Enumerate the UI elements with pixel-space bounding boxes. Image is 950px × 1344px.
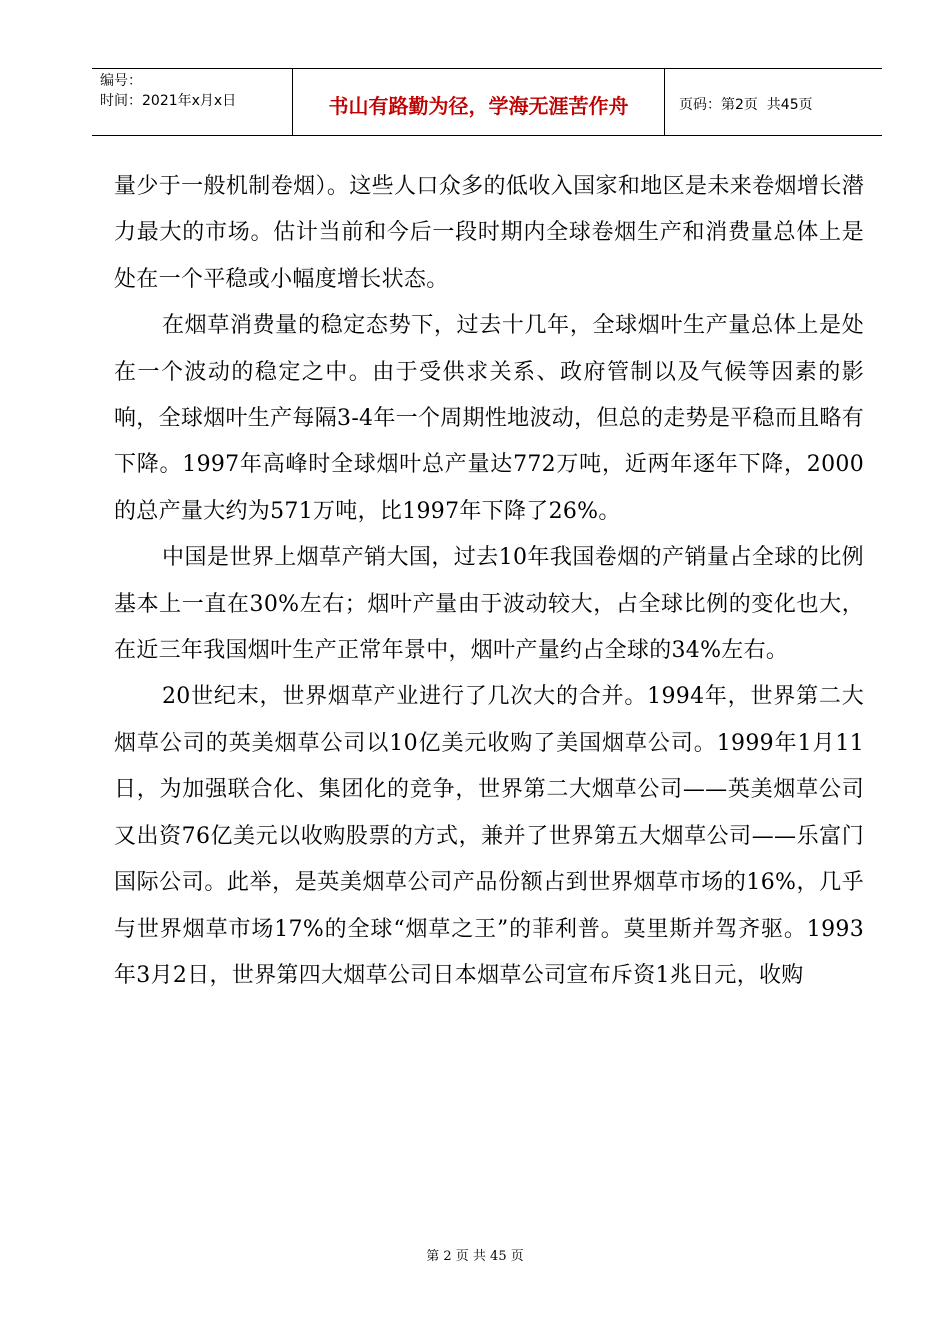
header-page-cell (665, 69, 882, 135)
motto-text: 书山有路勤为径，学海无涯苦作舟 (328, 93, 629, 118)
footer-page-number: 第 2 页 共 45 页 (426, 1249, 524, 1264)
page-footer (0, 1245, 950, 1264)
paragraph-2: 在烟草消费量的稳定态势下，过去十几年，全球烟叶生产量总体上是处在一个波动的稳定之中。由于受供求关系、政府管制以及气候等因素的影响，全球烟叶生产每隔3-4年一个周期性地波动，但总的走势是平稳而且略有下降。1997年高峰时全球烟叶总产量达772万吨，近两年逐年下降，2000的总产量大约为571万吨，比1997年下降了26%。 (114, 313, 864, 524)
paragraph-4: 20世纪末，世界烟草产业进行了几次大的合并。1994年，世界第二大烟草公司的英美烟草公司以10亿美元收购了美国烟草公司。1999年1月11日，为加强联合化、集团化的竞争，世界第二大烟草公司——英美烟草公司又出资76亿美元以收购股票的方式，兼并了世界第五大烟草公司——乐富门国际公司。此举，是英美烟草公司产品份额占到世界烟草市场的16%，几乎与世界烟草市场17%的全球“烟草之王”的菲利普。莫里斯并驾齐驱。1993年3月2日，世界第四大烟草公司日本烟草公司宣布斥资1兆日元，收购 (114, 684, 864, 988)
page-header (92, 68, 882, 136)
header-motto-cell (293, 69, 665, 135)
page-info: 页码：第2页 共45页 (679, 97, 813, 113)
doc-number-label: 编号： (100, 73, 142, 89)
document-body (114, 164, 864, 999)
paragraph-1: 量少于一般机制卷烟）。这些人口众多的低收入国家和地区是未来卷烟增长潜力最大的市场。估计当前和今后一段时期内全球卷烟生产和消费量总体上是处在一个平稳或小幅度增长状态。 (114, 174, 864, 292)
paragraph-3: 中国是世界上烟草产销大国，过去10年我国卷烟的产销量占全球的比例基本上一直在30%左右；烟叶产量由于波动较大，占全球比例的变化也大，在近三年我国烟叶生产正常年景中，烟叶产量约占全球的34%左右。 (114, 545, 864, 664)
header-meta-cell (92, 69, 293, 135)
time-label: 时间：2021年x月x日 (100, 93, 237, 109)
